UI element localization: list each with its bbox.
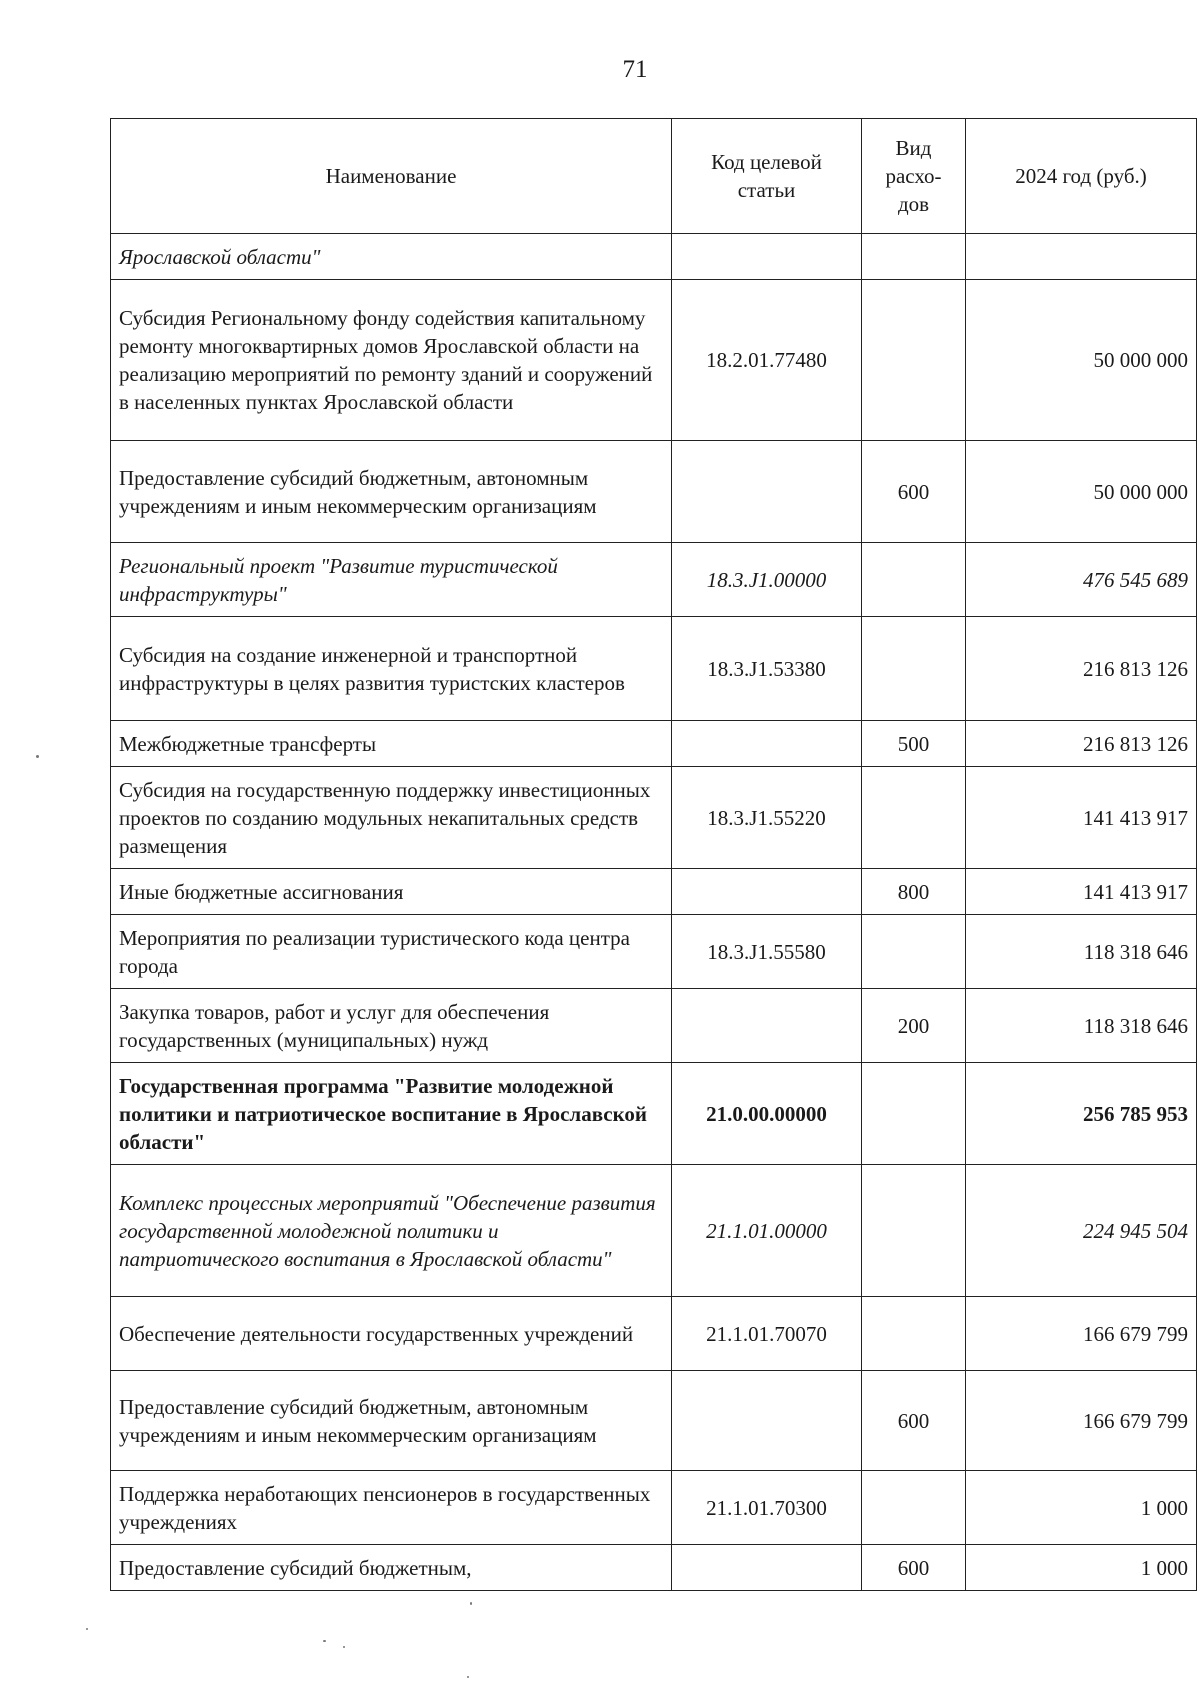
cell-type: [862, 1471, 966, 1545]
cell-name: Закупка товаров, работ и услуг для обеспечения государственных (муниципальных) нужд: [111, 989, 672, 1063]
cell-amount: 166 679 799: [966, 1297, 1197, 1371]
cell-name: Предоставление субсидий бюджетным,: [111, 1545, 672, 1591]
cell-amount: 141 413 917: [966, 869, 1197, 915]
cell-code: 18.3.J1.55220: [672, 767, 862, 869]
header-amount: 2024 год (руб.): [966, 119, 1197, 234]
table-row: [111, 280, 1197, 441]
cell-code: 21.1.01.70300: [672, 1471, 862, 1545]
table-row: [111, 989, 1197, 1063]
cell-type: 600: [862, 441, 966, 543]
table-row: [111, 1297, 1197, 1371]
cell-type: 500: [862, 721, 966, 767]
cell-amount: 118 318 646: [966, 915, 1197, 989]
cell-type: [862, 1297, 966, 1371]
cell-name: Межбюджетные трансферты: [111, 721, 672, 767]
budget-table: [110, 118, 1197, 1591]
cell-amount: 50 000 000: [966, 280, 1197, 441]
cell-amount: 476 545 689: [966, 543, 1197, 617]
table-row: [111, 1063, 1197, 1165]
cell-type: [862, 915, 966, 989]
cell-code: [672, 1545, 862, 1591]
cell-amount: 224 945 504: [966, 1165, 1197, 1297]
cell-name: Субсидия на государственную поддержку инвестиционных проектов по созданию модульных некапитальных средств размещения: [111, 767, 672, 869]
table-row: [111, 1165, 1197, 1297]
cell-type: [862, 1165, 966, 1297]
cell-amount: 118 318 646: [966, 989, 1197, 1063]
table-row: [111, 721, 1197, 767]
cell-name: Предоставление субсидий бюджетным, автономным учреждениям и иным некоммерческим организациям: [111, 441, 672, 543]
table-row: [111, 767, 1197, 869]
scan-speck: [343, 1646, 345, 1648]
scan-speck: [86, 1628, 88, 1630]
cell-code: 21.1.01.00000: [672, 1165, 862, 1297]
cell-amount: 216 813 126: [966, 721, 1197, 767]
cell-code: [672, 1371, 862, 1471]
table-row: [111, 1371, 1197, 1471]
cell-type: 600: [862, 1545, 966, 1591]
cell-type: 200: [862, 989, 966, 1063]
cell-amount: 141 413 917: [966, 767, 1197, 869]
cell-name: Региональный проект "Развитие туристической инфраструктуры": [111, 543, 672, 617]
cell-code: [672, 234, 862, 280]
cell-amount: 256 785 953: [966, 1063, 1197, 1165]
cell-name: Ярославской области": [111, 234, 672, 280]
cell-amount: 216 813 126: [966, 617, 1197, 721]
cell-code: [672, 441, 862, 543]
cell-type: [862, 1063, 966, 1165]
header-name: Наименование: [111, 119, 672, 234]
cell-type: [862, 280, 966, 441]
cell-name: Мероприятия по реализации туристического кода центра города: [111, 915, 672, 989]
cell-type: [862, 543, 966, 617]
cell-type: [862, 767, 966, 869]
table-row: [111, 869, 1197, 915]
header-code: Код целевой статьи: [672, 119, 862, 234]
cell-code: [672, 869, 862, 915]
table-row: [111, 441, 1197, 543]
cell-amount: 1 000: [966, 1545, 1197, 1591]
table-row: [111, 543, 1197, 617]
cell-name: Субсидия на создание инженерной и транспортной инфраструктуры в целях развития туристских кластеров: [111, 617, 672, 721]
cell-name: Предоставление субсидий бюджетным, автономным учреждениям и иным некоммерческим организациям: [111, 1371, 672, 1471]
cell-name: Государственная программа "Развитие молодежной политики и патриотическое воспитание в Ярославской области": [111, 1063, 672, 1165]
header-type: Вид расхо-дов: [862, 119, 966, 234]
table-row: [111, 234, 1197, 280]
table-row: [111, 915, 1197, 989]
table-header-row: [111, 119, 1197, 234]
cell-name: Субсидия Региональному фонду содействия капитальному ремонту многоквартирных домов Ярославской области на реализацию мероприятий по ремонту зданий и сооружений в населенных пунктах Ярославской области: [111, 280, 672, 441]
cell-code: 18.3.J1.53380: [672, 617, 862, 721]
cell-amount: 166 679 799: [966, 1371, 1197, 1471]
scan-speck: [470, 1602, 472, 1605]
cell-type: [862, 234, 966, 280]
cell-code: 18.3.J1.00000: [672, 543, 862, 617]
cell-name: Комплекс процессных мероприятий "Обеспечение развития государственной молодежной политики и патриотического воспитания в Ярославской области": [111, 1165, 672, 1297]
table-row: [111, 1471, 1197, 1545]
scan-speck: [36, 755, 39, 758]
scan-speck: [467, 1676, 469, 1678]
cell-type: 800: [862, 869, 966, 915]
cell-code: [672, 721, 862, 767]
cell-name: Иные бюджетные ассигнования: [111, 869, 672, 915]
cell-code: 21.0.00.00000: [672, 1063, 862, 1165]
cell-code: 18.2.01.77480: [672, 280, 862, 441]
cell-amount: [966, 234, 1197, 280]
cell-amount: 1 000: [966, 1471, 1197, 1545]
cell-amount: 50 000 000: [966, 441, 1197, 543]
table-row: [111, 1545, 1197, 1591]
cell-name: Поддержка неработающих пенсионеров в государственных учреждениях: [111, 1471, 672, 1545]
cell-type: 600: [862, 1371, 966, 1471]
table-row: [111, 617, 1197, 721]
cell-code: [672, 989, 862, 1063]
page-number: 71: [622, 56, 648, 83]
cell-name: Обеспечение деятельности государственных учреждений: [111, 1297, 672, 1371]
cell-code: 18.3.J1.55580: [672, 915, 862, 989]
cell-code: 21.1.01.70070: [672, 1297, 862, 1371]
scan-speck: [323, 1640, 326, 1642]
cell-type: [862, 617, 966, 721]
